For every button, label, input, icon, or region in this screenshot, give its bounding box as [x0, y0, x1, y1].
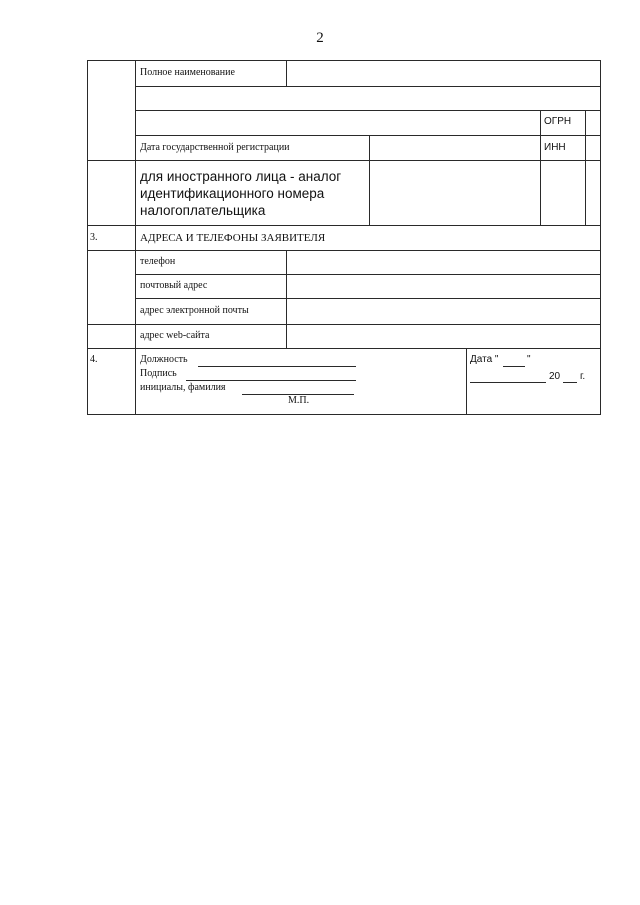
position-label: Должность [140, 354, 188, 365]
table-border-left [87, 60, 88, 414]
column-divider [466, 348, 467, 414]
row-divider [87, 348, 601, 349]
row-divider [87, 160, 601, 161]
year-blank [563, 382, 577, 383]
website-address-label: адрес web-сайта [140, 330, 210, 341]
column-divider [286, 60, 287, 86]
month-blank [470, 382, 546, 383]
foreign-entity-line: идентификационного номера [140, 186, 325, 201]
initials-surname-label: инициалы, фамилия [140, 382, 226, 393]
row-divider [87, 324, 601, 325]
phone-label: телефон [140, 256, 176, 267]
row-divider [87, 225, 601, 226]
page-number: 2 [316, 30, 324, 46]
day-blank [503, 366, 525, 367]
row-divider [135, 86, 601, 87]
foreign-entity-line: налогоплательщика [140, 203, 266, 218]
row-divider [135, 274, 601, 275]
foreign-entity-line: для иностранного лица - аналог [140, 169, 342, 184]
position-blank [198, 366, 356, 367]
date-closing-quote: " [527, 354, 531, 365]
foreign-entity-label [140, 168, 365, 219]
signature-blank [186, 380, 356, 381]
table-border-bottom [87, 414, 601, 415]
postal-address-label: почтовый адрес [140, 280, 208, 291]
column-divider [369, 135, 370, 225]
section-4-number: 4. [90, 354, 98, 365]
column-divider [540, 110, 541, 225]
table-border-right [600, 60, 601, 414]
column-divider [286, 250, 287, 348]
date-label: Дата " [470, 354, 499, 365]
email-address-label: адрес электронной почты [140, 305, 249, 316]
section-3-title: АДРЕСА И ТЕЛЕФОНЫ ЗАЯВИТЕЛЯ [140, 232, 326, 244]
full-name-label: Полное наименование [140, 67, 235, 78]
stamp-label: М.П. [288, 395, 310, 406]
inn-label: ИНН [544, 142, 566, 153]
registration-date-label: Дата государственной регистрации [140, 142, 290, 153]
signature-label: Подпись [140, 368, 177, 379]
row-divider [135, 135, 601, 136]
column-divider [585, 110, 586, 225]
table-border-top [87, 60, 601, 61]
ogrn-label: ОГРН [544, 116, 572, 127]
column-divider [135, 60, 136, 414]
row-divider [135, 298, 601, 299]
year-prefix: 20 [549, 371, 561, 382]
section-3-number: 3. [90, 232, 98, 243]
row-divider [87, 250, 601, 251]
year-suffix: г. [580, 371, 586, 382]
row-divider [135, 110, 601, 111]
